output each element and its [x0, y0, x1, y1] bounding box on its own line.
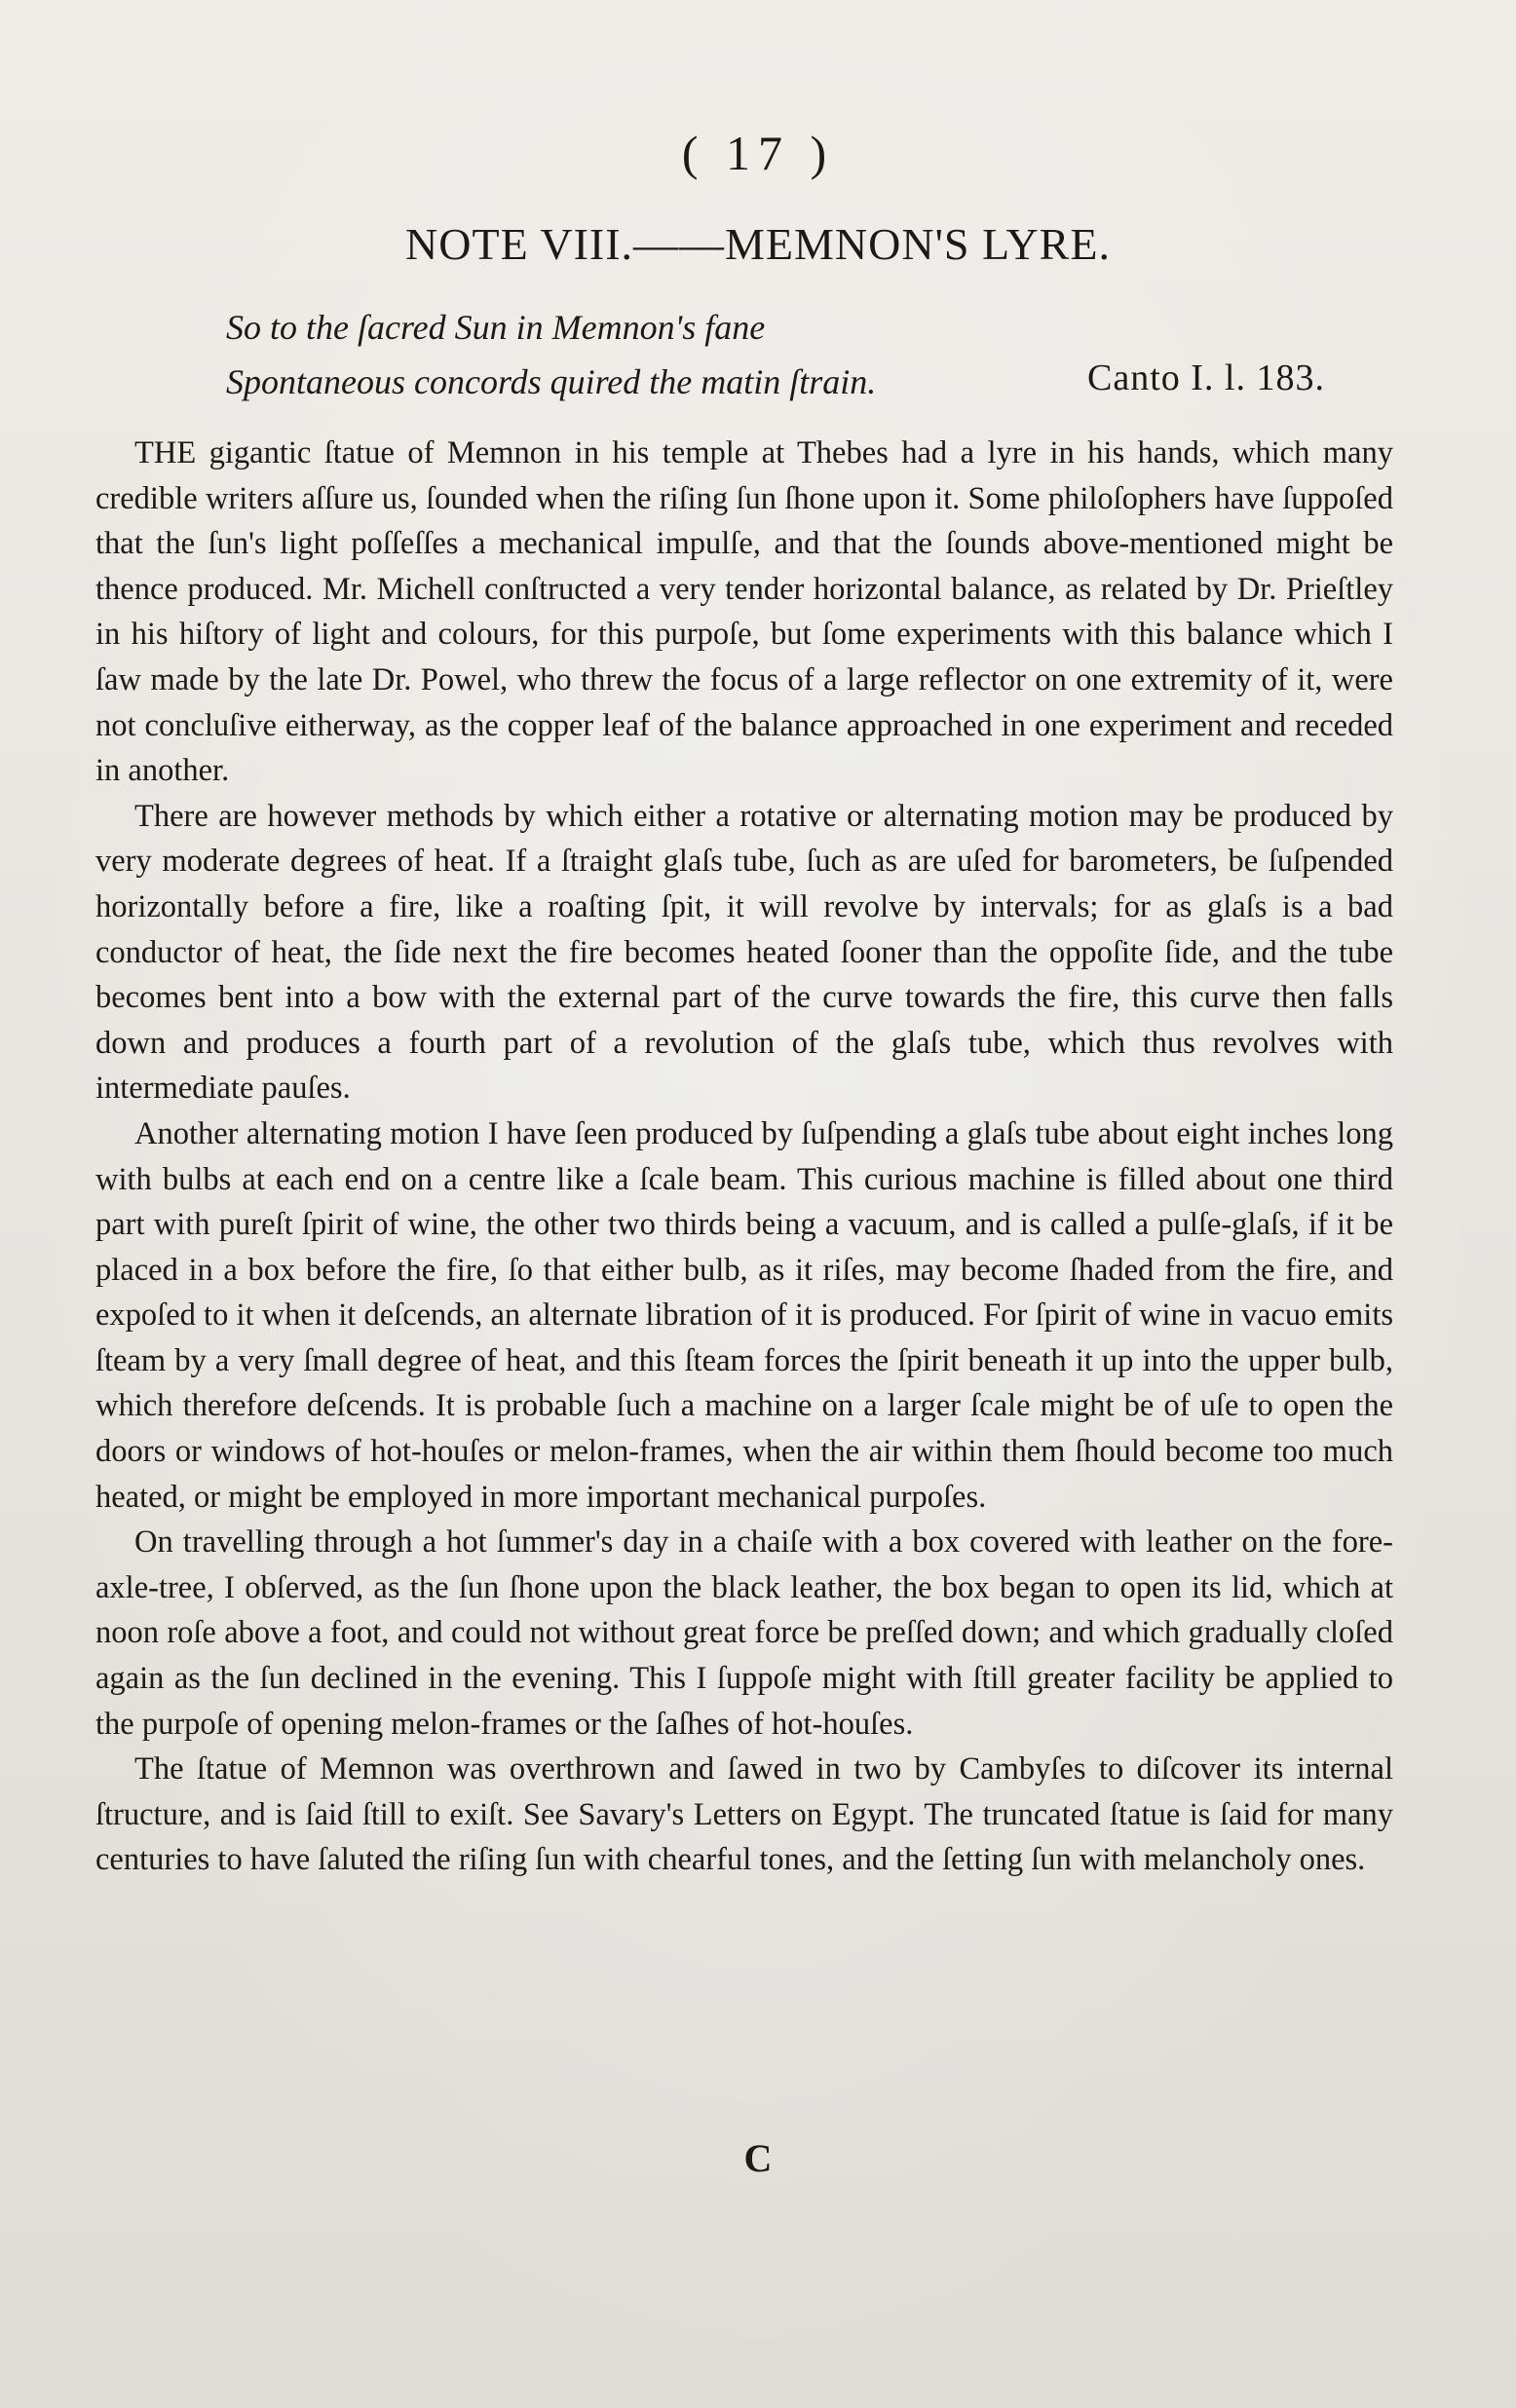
- paragraph-5: The ſtatue of Memnon was overthrown and ſawed in two by Cambyſes to diſcover its internal ſtructure, and is ſaid ſtill to exiſt. See Savary's Letters on Egypt. The truncated ſtatue is ſaid for many centuries to have ſaluted the riſing ſun with chearful tones, and the ſetting ſun with melancholy ones.: [95, 1751, 1393, 1878]
- note-title: NOTE VIII.——MEMNON'S LYRE.: [405, 219, 1111, 269]
- page-number: ( 17 ): [681, 126, 835, 180]
- paragraph-2: There are however methods by which either a rotative or alternating motion may be produced by very moderate degrees of heat. If a ſtraight glaſs tube, ſuch as are uſed for barometers, be ſuſpended horizontally before a fire, like a roaſting ſpit, it will revolve by intervals; for as glaſs is a bad conductor of heat, the ſide next the fire becomes heated ſooner than the oppoſite ſide, and the tube becomes bent into a bow with the external part of the curve towards the fire, this curve then falls down and produces a fourth part of a revolution of the glaſs tube, which thus revolves with intermediate pauſes.: [95, 798, 1393, 1107]
- paragraph-4: On travelling through a hot ſummer's day in a chaiſe with a box covered with leather on the fore-axle-tree, I obſerved, as the ſun ſhone upon the black leather, the box began to open its lid, which at noon roſe above a foot, and could not without great force be preſſed down; and which gradually cloſed again as the ſun declined in the evening. This I ſuppoſe might with ſtill greater facility be applied to the purpoſe of opening melon-frames or the ſaſhes of hot-houſes.: [95, 1524, 1393, 1742]
- epigraph-line-1: So to the ſacred Sun in Memnon's fane: [226, 308, 766, 347]
- paragraph-1: THE gigantic ſtatue of Memnon in his temple at Thebes had a lyre in his hands, which many credible writers aſſure us, ſounded when the riſing ſun ſhone upon it. Some philoſophers have ſuppoſed that the ſun's light poſſeſſes a mechanical impulſe, and that the ſounds above-mentioned might be thence produced. Mr. Michell conſtructed a very tender horizontal balance, as related by Dr. Prieſtley in his hiſtory of light and colours, for this purpoſe, but ſome experiments with this balance which I ſaw made by the late Dr. Powel, who threw the focus of a large reflector on one extremity of it, were not concluſive eitherway, as the copper leaf of the balance approached in one experiment and receded in another.: [95, 435, 1393, 789]
- epigraph-line-2: Spontaneous concords quired the matin ſtrain.: [226, 362, 877, 401]
- canto-reference: Canto I. l. 183.: [1087, 357, 1325, 398]
- signature-mark: C: [743, 2136, 773, 2180]
- note-body: [95, 431, 1393, 1883]
- paragraph-3: Another alternating motion I have ſeen produced by ſuſpending a glaſs tube about eight inches long with bulbs at each end on a centre like a ſcale beam. This curious machine is filled about one third part with pureſt ſpirit of wine, the other two thirds being a vacuum, and is called a pulſe-glaſs, if it be placed in a box before the fire, ſo that either bulb, as it riſes, may become ſhaded from the fire, and expoſed to it when it deſcends, an alternate libration of it is produced. For ſpirit of wine in vacuo emits ſteam by a very ſmall degree of heat, and this ſteam forces the ſpirit beneath it up into the upper bulb, which therefore deſcends. It is probable ſuch a machine on a larger ſcale might be of uſe to open the doors or windows of hot-houſes or melon-frames, when the air within them ſhould become too much heated, or might be employed in more important mechanical purpoſes.: [95, 1115, 1393, 1515]
